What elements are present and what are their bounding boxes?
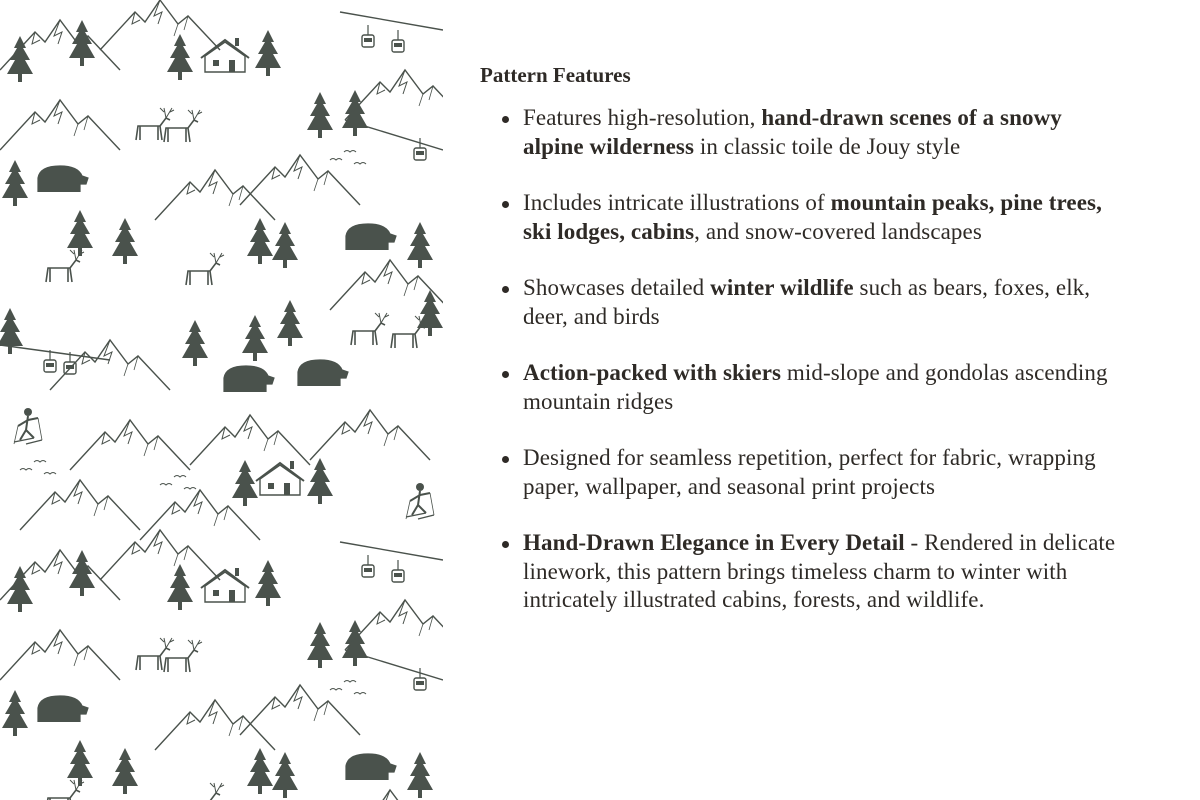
features-list bbox=[480, 104, 1120, 615]
bullet-icon bbox=[502, 371, 509, 378]
bullet-icon bbox=[502, 116, 509, 123]
pattern-band-middle bbox=[14, 408, 434, 540]
feature-text: Designed for seamless repetition, perfect for fabric, wrapping paper, wallpaper, and seasonal print projects bbox=[523, 445, 1096, 499]
feature-text: Features high-resolution, hand-drawn scenes of a snowy alpine wilderness in classic toile de Jouy style bbox=[523, 105, 1062, 159]
feature-text: Action-packed with skiers mid-slope and gondolas ascending mountain ridges bbox=[523, 360, 1108, 414]
feature-item-resolution bbox=[480, 104, 1120, 161]
pattern-tile-bottom bbox=[0, 530, 443, 800]
toile-pattern-image bbox=[0, 0, 443, 800]
bullet-icon bbox=[502, 286, 509, 293]
feature-text: Includes intricate illustrations of mountain peaks, pine trees, ski lodges, cabins, and snow-covered landscapes bbox=[523, 190, 1102, 244]
pattern-illustration-panel bbox=[0, 0, 443, 800]
pattern-features-section bbox=[480, 60, 1120, 643]
feature-item-seamless bbox=[480, 444, 1120, 501]
bullet-icon bbox=[502, 541, 509, 548]
feature-item-elegance bbox=[480, 529, 1120, 615]
feature-text: Showcases detailed winter wildlife such as bears, foxes, elk, deer, and birds bbox=[523, 275, 1091, 329]
features-heading: Pattern Features bbox=[480, 63, 631, 87]
bullet-icon bbox=[502, 456, 509, 463]
feature-item-wildlife bbox=[480, 274, 1120, 331]
feature-text: Hand-Drawn Elegance in Every Detail - Rendered in delicate linework, this pattern brings timeless charm to winter with intricately illustrated cabins, forests, and wildlife. bbox=[523, 530, 1116, 612]
feature-item-skiers bbox=[480, 359, 1120, 416]
pattern-tile-top bbox=[0, 0, 443, 392]
feature-item-illustrations bbox=[480, 189, 1120, 246]
bullet-icon bbox=[502, 201, 509, 208]
